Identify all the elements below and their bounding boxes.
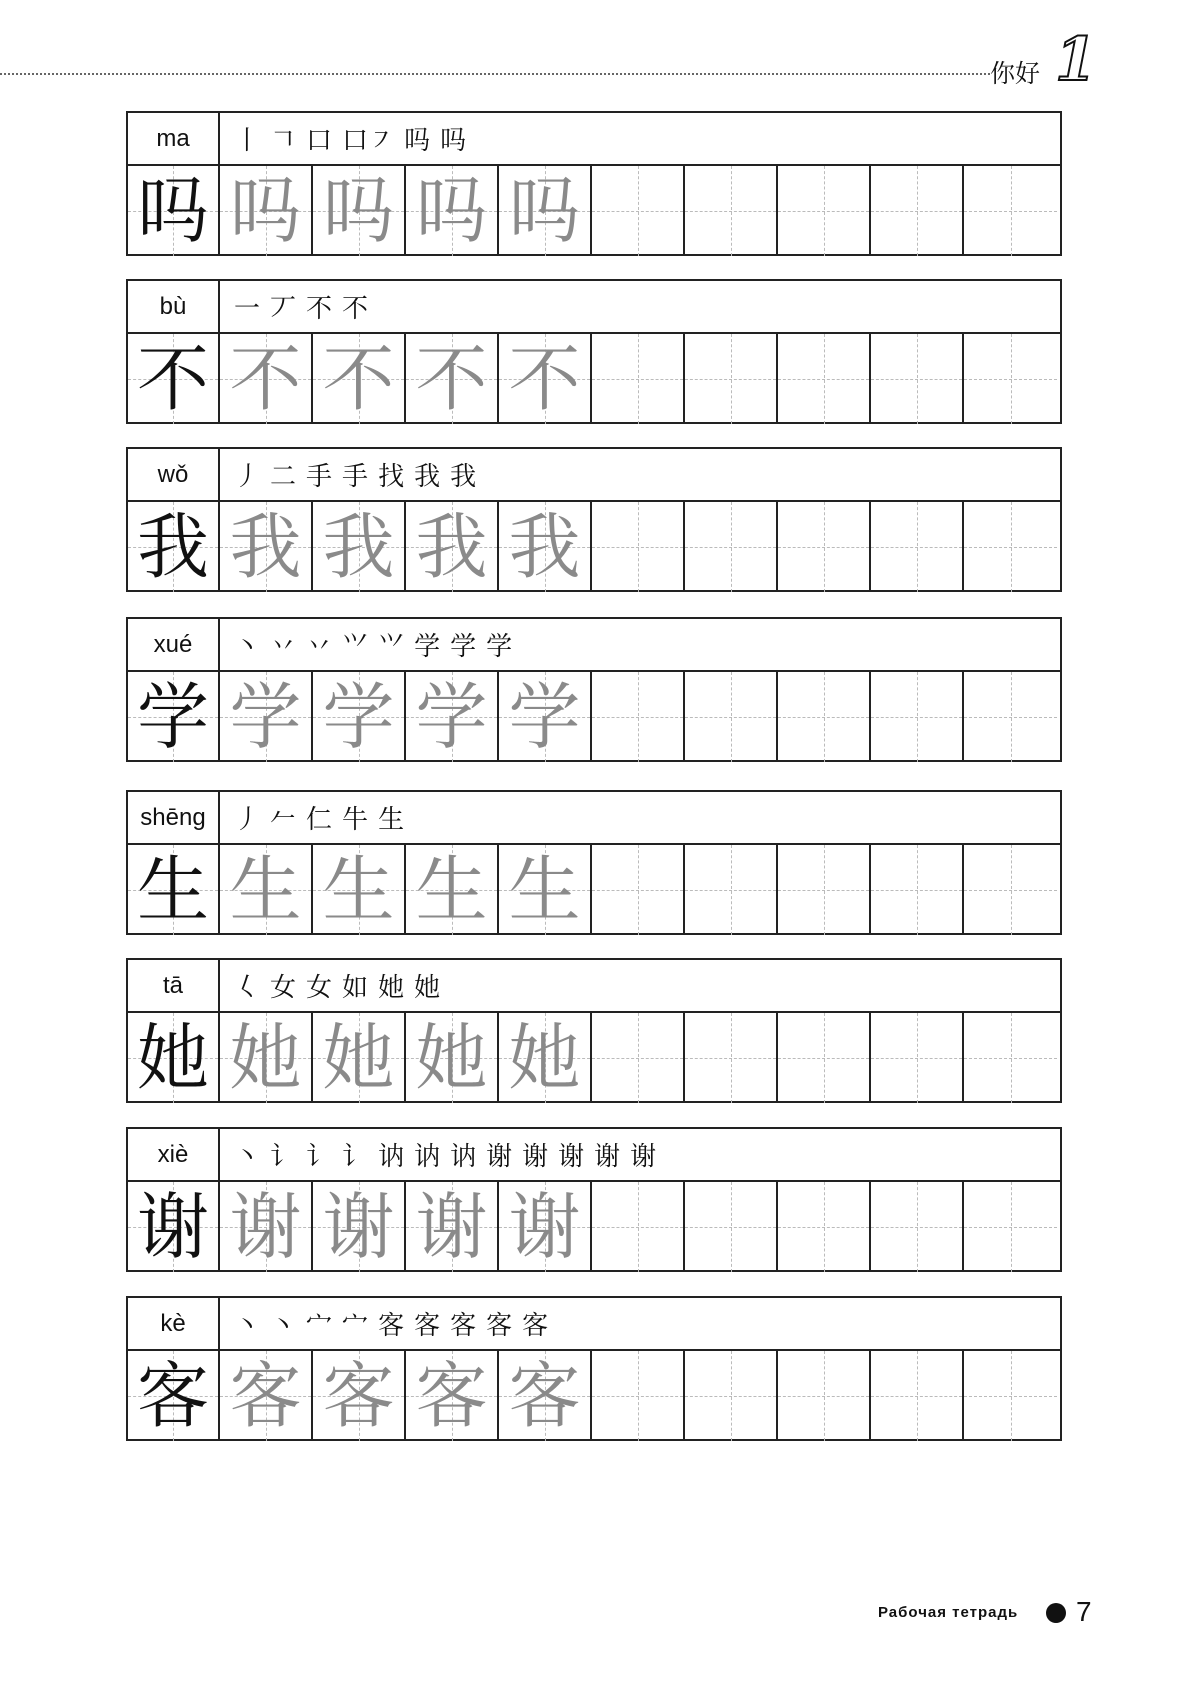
model-character: 生 [136, 848, 209, 932]
pinyin-label: kè [128, 1298, 220, 1349]
empty-practice-cell [685, 845, 778, 935]
stroke-order [220, 619, 1060, 670]
empty-practice-cell [964, 1013, 1057, 1103]
stroke-step: 仁 [306, 805, 333, 835]
stroke-order [220, 1129, 1060, 1180]
writing-grid [128, 1351, 1060, 1441]
stroke-step: 宀 [342, 1311, 369, 1341]
stroke-step: 丷 [270, 632, 297, 662]
stroke-step: 口 [306, 126, 333, 156]
stroke-step: 丶 [270, 1311, 297, 1341]
trace-character: 不 [322, 337, 395, 421]
empty-practice-cell [685, 1013, 778, 1103]
trace-character-cell [406, 166, 499, 256]
trace-character-cell [220, 1182, 313, 1272]
trace-character: 谢 [415, 1185, 488, 1269]
row-header [128, 113, 1060, 166]
stroke-step: 讠 [270, 1142, 297, 1172]
trace-character-cell [313, 334, 406, 424]
stroke-step: 学 [486, 632, 513, 662]
practice-row [126, 1127, 1062, 1272]
pinyin-label: xiè [128, 1129, 220, 1180]
stroke-order [220, 792, 1060, 843]
trace-character-cell [220, 502, 313, 592]
model-character-cell [128, 672, 220, 762]
writing-grid [128, 334, 1060, 424]
trace-character: 吗 [508, 169, 581, 253]
row-header [128, 960, 1060, 1013]
trace-character-cell [499, 672, 592, 762]
stroke-step: 讷 [378, 1142, 405, 1172]
stroke-step: 丆 [270, 294, 297, 324]
writing-grid [128, 1013, 1060, 1103]
empty-practice-cell [871, 672, 964, 762]
stroke-step: 丨 [234, 126, 261, 156]
stroke-order [220, 449, 1060, 500]
practice-row [126, 1296, 1062, 1441]
practice-row [126, 111, 1062, 256]
empty-practice-cell [871, 334, 964, 424]
trace-character-cell [313, 1182, 406, 1272]
trace-character: 客 [229, 1354, 302, 1438]
footer-dot-icon [1046, 1603, 1066, 1623]
trace-character: 客 [508, 1354, 581, 1438]
trace-character-cell [499, 1351, 592, 1441]
stroke-order [220, 281, 1060, 332]
stroke-step: 谢 [594, 1142, 621, 1172]
trace-character: 生 [229, 848, 302, 932]
stroke-step: 讠 [342, 1142, 369, 1172]
empty-practice-cell [871, 845, 964, 935]
trace-character-cell [406, 334, 499, 424]
row-header [128, 619, 1060, 672]
trace-character: 吗 [322, 169, 395, 253]
empty-practice-cell [964, 166, 1057, 256]
stroke-order [220, 1298, 1060, 1349]
stroke-step: 二 [270, 462, 297, 492]
stroke-step: 手 [342, 462, 369, 492]
practice-row [126, 958, 1062, 1103]
stroke-step: 讠 [306, 1142, 333, 1172]
stroke-step: 𠃍 [270, 126, 297, 156]
model-character-cell [128, 1013, 220, 1103]
stroke-step: 学 [414, 632, 441, 662]
practice-row [126, 279, 1062, 424]
stroke-step: 女 [270, 973, 297, 1003]
trace-character: 她 [229, 1016, 302, 1100]
writing-grid [128, 672, 1060, 762]
trace-character-cell [406, 1351, 499, 1441]
stroke-step: 不 [342, 294, 369, 324]
pinyin-label: tā [128, 960, 220, 1011]
trace-character-cell [499, 1182, 592, 1272]
stroke-step: 客 [450, 1311, 477, 1341]
stroke-step: 客 [522, 1311, 549, 1341]
trace-character: 我 [415, 505, 488, 589]
trace-character-cell [313, 502, 406, 592]
stroke-step: 丶 [234, 632, 261, 662]
trace-character: 生 [508, 848, 581, 932]
stroke-step: 丿 [234, 805, 261, 835]
writing-grid [128, 1182, 1060, 1272]
model-character: 谢 [136, 1185, 209, 1269]
stroke-step: 她 [414, 973, 441, 1003]
trace-character-cell [406, 1013, 499, 1103]
stroke-step: 生 [378, 805, 405, 835]
stroke-step: 谢 [522, 1142, 549, 1172]
model-character-cell [128, 845, 220, 935]
row-header [128, 1298, 1060, 1351]
trace-character: 生 [415, 848, 488, 932]
stroke-step: 找 [378, 462, 405, 492]
page-number: 7 [1076, 1596, 1092, 1627]
empty-practice-cell [964, 1351, 1057, 1441]
empty-practice-cell [871, 1013, 964, 1103]
stroke-step: 她 [378, 973, 405, 1003]
lesson-number: 1 [1055, 25, 1097, 95]
model-character: 我 [136, 505, 209, 589]
pinyin-label: shēng [128, 792, 220, 843]
empty-practice-cell [778, 1182, 871, 1272]
pinyin-label: wǒ [128, 449, 220, 500]
stroke-step: 客 [378, 1311, 405, 1341]
stroke-step: 丷 [306, 632, 333, 662]
stroke-step: ⺍ [342, 632, 369, 662]
trace-character: 她 [322, 1016, 395, 1100]
row-header [128, 281, 1060, 334]
stroke-step: 牛 [342, 805, 369, 835]
trace-character: 我 [229, 505, 302, 589]
empty-practice-cell [592, 845, 685, 935]
row-header [128, 449, 1060, 502]
trace-character-cell [313, 1351, 406, 1441]
model-character: 吗 [136, 169, 209, 253]
practice-row [126, 790, 1062, 935]
stroke-step: 如 [342, 973, 369, 1003]
model-character: 客 [136, 1354, 209, 1438]
pinyin-label: ma [128, 113, 220, 164]
stroke-step: 𡿨 [234, 973, 261, 1003]
lesson-title: 你好 [990, 59, 1041, 88]
stroke-order [220, 960, 1060, 1011]
row-header [128, 1129, 1060, 1182]
writing-grid [128, 502, 1060, 592]
trace-character: 客 [322, 1354, 395, 1438]
empty-practice-cell [685, 334, 778, 424]
trace-character-cell [220, 1013, 313, 1103]
stroke-step: 客 [414, 1311, 441, 1341]
stroke-order [220, 113, 1060, 164]
empty-practice-cell [592, 672, 685, 762]
stroke-step: 讷 [414, 1142, 441, 1172]
empty-practice-cell [964, 845, 1057, 935]
trace-character: 学 [508, 675, 581, 759]
empty-practice-cell [685, 1182, 778, 1272]
trace-character-cell [220, 672, 313, 762]
trace-character-cell [499, 166, 592, 256]
trace-character: 谢 [322, 1185, 395, 1269]
model-character-cell [128, 1351, 220, 1441]
trace-character-cell [313, 845, 406, 935]
pinyin-label: bù [128, 281, 220, 332]
stroke-step: 丶 [234, 1142, 261, 1172]
stroke-step: 丶 [234, 1311, 261, 1341]
trace-character: 学 [415, 675, 488, 759]
stroke-step: 女 [306, 973, 333, 1003]
empty-practice-cell [685, 166, 778, 256]
writing-grid [128, 166, 1060, 256]
empty-practice-cell [871, 1182, 964, 1272]
stroke-step: 讷 [450, 1142, 477, 1172]
empty-practice-cell [778, 166, 871, 256]
model-character-cell [128, 502, 220, 592]
stroke-step: 客 [486, 1311, 513, 1341]
stroke-step: 𠂉 [270, 805, 297, 835]
trace-character-cell [406, 845, 499, 935]
model-character: 不 [136, 337, 209, 421]
trace-character: 学 [229, 675, 302, 759]
model-character-cell [128, 166, 220, 256]
practice-row [126, 617, 1062, 762]
trace-character: 学 [322, 675, 395, 759]
model-character-cell [128, 1182, 220, 1272]
empty-practice-cell [964, 502, 1057, 592]
trace-character: 吗 [229, 169, 302, 253]
empty-practice-cell [592, 1013, 685, 1103]
empty-practice-cell [778, 1013, 871, 1103]
trace-character: 客 [415, 1354, 488, 1438]
empty-practice-cell [592, 502, 685, 592]
trace-character: 她 [508, 1016, 581, 1100]
trace-character: 生 [322, 848, 395, 932]
stroke-step: 我 [414, 462, 441, 492]
empty-practice-cell [778, 845, 871, 935]
trace-character-cell [499, 1013, 592, 1103]
trace-character-cell [499, 334, 592, 424]
trace-character: 我 [322, 505, 395, 589]
empty-practice-cell [778, 1351, 871, 1441]
stroke-step: 一 [234, 294, 261, 324]
trace-character-cell [313, 1013, 406, 1103]
stroke-step: 学 [450, 632, 477, 662]
trace-character-cell [406, 1182, 499, 1272]
trace-character: 谢 [508, 1185, 581, 1269]
trace-character-cell [220, 1351, 313, 1441]
stroke-step: 吗 [404, 126, 431, 156]
empty-practice-cell [778, 672, 871, 762]
header-dotted-line [0, 73, 990, 75]
empty-practice-cell [592, 334, 685, 424]
stroke-step: ⺍ [378, 632, 405, 662]
trace-character: 我 [508, 505, 581, 589]
stroke-step: 口㇇ [342, 126, 395, 156]
stroke-step: 我 [450, 462, 477, 492]
writing-grid [128, 845, 1060, 935]
model-character: 她 [136, 1016, 209, 1100]
footer-label: Рабочая тетрадь [878, 1604, 1019, 1621]
empty-practice-cell [592, 166, 685, 256]
model-character-cell [128, 334, 220, 424]
stroke-step: 吗 [440, 126, 467, 156]
empty-practice-cell [778, 502, 871, 592]
trace-character-cell [220, 334, 313, 424]
trace-character: 不 [229, 337, 302, 421]
pinyin-label: xué [128, 619, 220, 670]
empty-practice-cell [685, 672, 778, 762]
stroke-step: 谢 [558, 1142, 585, 1172]
trace-character-cell [313, 672, 406, 762]
empty-practice-cell [871, 1351, 964, 1441]
model-character: 学 [136, 675, 209, 759]
row-header [128, 792, 1060, 845]
empty-practice-cell [964, 1182, 1057, 1272]
stroke-step: 谢 [630, 1142, 657, 1172]
trace-character: 她 [415, 1016, 488, 1100]
trace-character-cell [499, 845, 592, 935]
empty-practice-cell [871, 166, 964, 256]
stroke-step: 不 [306, 294, 333, 324]
empty-practice-cell [685, 1351, 778, 1441]
empty-practice-cell [592, 1351, 685, 1441]
trace-character-cell [499, 502, 592, 592]
trace-character-cell [220, 166, 313, 256]
trace-character: 谢 [229, 1185, 302, 1269]
practice-row [126, 447, 1062, 592]
trace-character: 吗 [415, 169, 488, 253]
stroke-step: 丿 [234, 462, 261, 492]
stroke-step: 谢 [486, 1142, 513, 1172]
empty-practice-cell [964, 672, 1057, 762]
stroke-step: 手 [306, 462, 333, 492]
trace-character-cell [313, 166, 406, 256]
empty-practice-cell [871, 502, 964, 592]
trace-character-cell [406, 672, 499, 762]
empty-practice-cell [778, 334, 871, 424]
trace-character-cell [406, 502, 499, 592]
trace-character-cell [220, 845, 313, 935]
empty-practice-cell [592, 1182, 685, 1272]
empty-practice-cell [685, 502, 778, 592]
empty-practice-cell [964, 334, 1057, 424]
stroke-step: 宀 [306, 1311, 333, 1341]
trace-character: 不 [415, 337, 488, 421]
trace-character: 不 [508, 337, 581, 421]
